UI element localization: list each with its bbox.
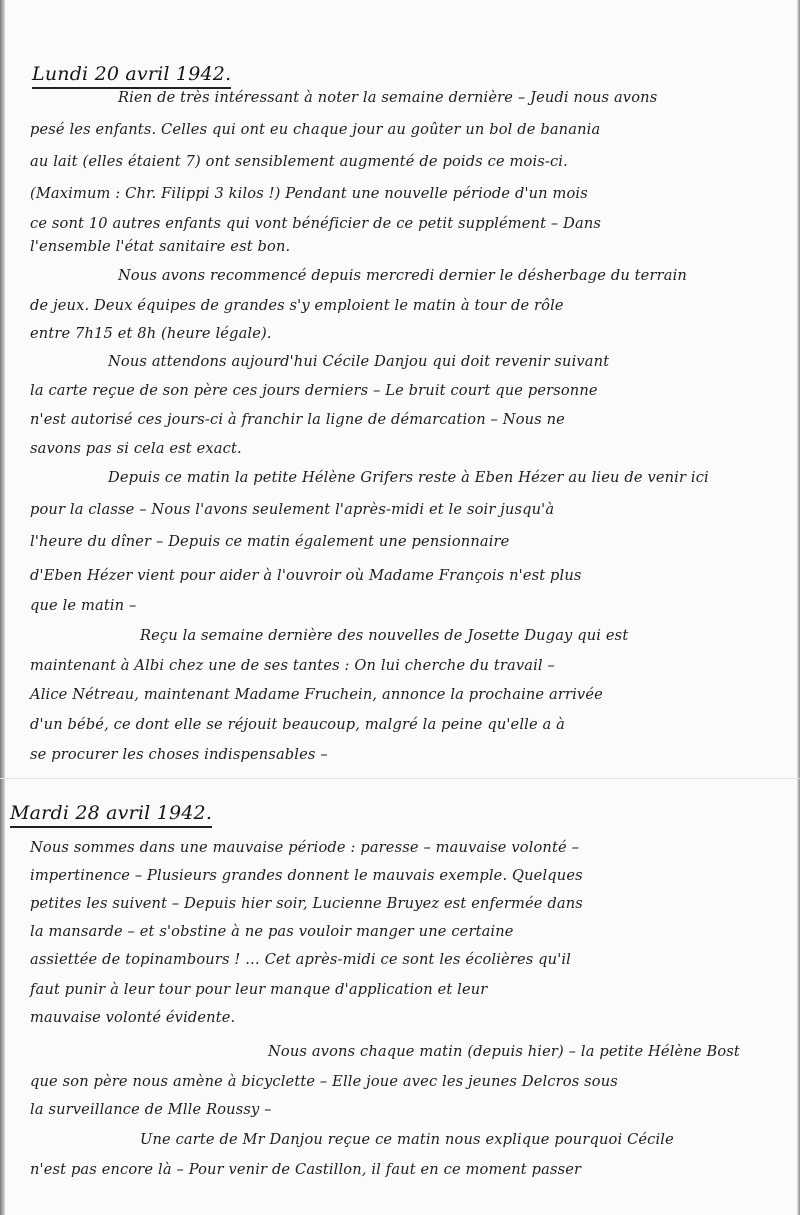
diary-line: impertinence – Plusieurs grandes donnent le mauvais exemple. Quelques [30,867,583,884]
diary-line: de jeux. Deux équipes de grandes s'y emploient le matin à tour de rôle [30,297,564,314]
diary-line: l'ensemble l'état sanitaire est bon. [30,238,291,255]
diary-line: la surveillance de Mlle Roussy – [30,1101,272,1118]
diary-line: Alice Nétreau, maintenant Madame Fruchein, annonce la prochaine arrivée [30,686,603,703]
diary-line: l'heure du dîner – Depuis ce matin également une pensionnaire [30,533,510,550]
diary-line: petites les suivent – Depuis hier soir, Lucienne Bruyez est enfermée dans [30,895,583,912]
diary-line: maintenant à Albi chez une de ses tantes : On lui cherche du travail – [30,657,555,674]
diary-line: n'est autorisé ces jours-ci à franchir la ligne de démarcation – Nous ne [30,411,565,428]
diary-line: faut punir à leur tour pour leur manque d'application et leur [30,981,488,998]
diary-line: d'un bébé, ce dont elle se réjouit beaucoup, malgré la peine qu'elle a à [30,716,566,733]
diary-line: que son père nous amène à bicyclette – Elle joue avec les jeunes Delcros sous [30,1073,618,1090]
diary-line: n'est pas encore là – Pour venir de Castillon, il faut en ce moment passer [30,1161,582,1178]
entry-date-heading: Lundi 20 avril 1942. [32,63,231,89]
diary-line: Nous avons chaque matin (depuis hier) – la petite Hélène Bost [268,1043,740,1060]
diary-line: d'Eben Hézer vient pour aider à l'ouvroir où Madame François n'est plus [30,567,582,584]
page-left-edge [0,0,5,1215]
diary-line: mauvaise volonté évidente. [30,1009,236,1026]
diary-line: que le matin – [30,597,137,614]
diary-line: entre 7h15 et 8h (heure légale). [30,325,272,342]
diary-line: Reçu la semaine dernière des nouvelles de Josette Dugay qui est [140,627,629,644]
diary-line: Nous avons recommencé depuis mercredi dernier le désherbage du terrain [118,267,687,284]
diary-line: Nous sommes dans une mauvaise période : paresse – mauvaise volonté – [30,839,580,856]
diary-line: Depuis ce matin la petite Hélène Grifers reste à Eben Hézer au lieu de venir ici [108,469,709,486]
diary-line: ce sont 10 autres enfants qui vont bénéficier de ce petit supplément – Dans [30,215,602,232]
diary-line: la carte reçue de son père ces jours derniers – Le bruit court que personne [30,382,598,399]
diary-line: savons pas si cela est exact. [30,440,242,457]
diary-line: (Maximum : Chr. Filippi 3 kilos !) Pendant une nouvelle période d'un mois [30,185,588,202]
diary-line: se procurer les choses indispensables – [30,746,328,763]
entry-date-heading: Mardi 28 avril 1942. [10,802,212,828]
diary-line: au lait (elles étaient 7) ont sensiblement augmenté de poids ce mois-ci. [30,153,568,170]
diary-line: Rien de très intéressant à noter la semaine dernière – Jeudi nous avons [118,89,658,106]
entry-separator [0,778,800,779]
diary-line: Nous attendons aujourd'hui Cécile Danjou qui doit revenir suivant [108,353,610,370]
diary-line: pour la classe – Nous l'avons seulement l'après-midi et le soir jusqu'à [30,501,555,518]
diary-line: Une carte de Mr Danjou reçue ce matin nous explique pourquoi Cécile [140,1131,674,1148]
diary-line: assiettée de topinambours ! … Cet après-midi ce sont les écolières qu'il [30,951,571,968]
diary-line: la mansarde – et s'obstine à ne pas vouloir manger une certaine [30,923,514,940]
diary-line: pesé les enfants. Celles qui ont eu chaque jour au goûter un bol de banania [30,121,601,138]
